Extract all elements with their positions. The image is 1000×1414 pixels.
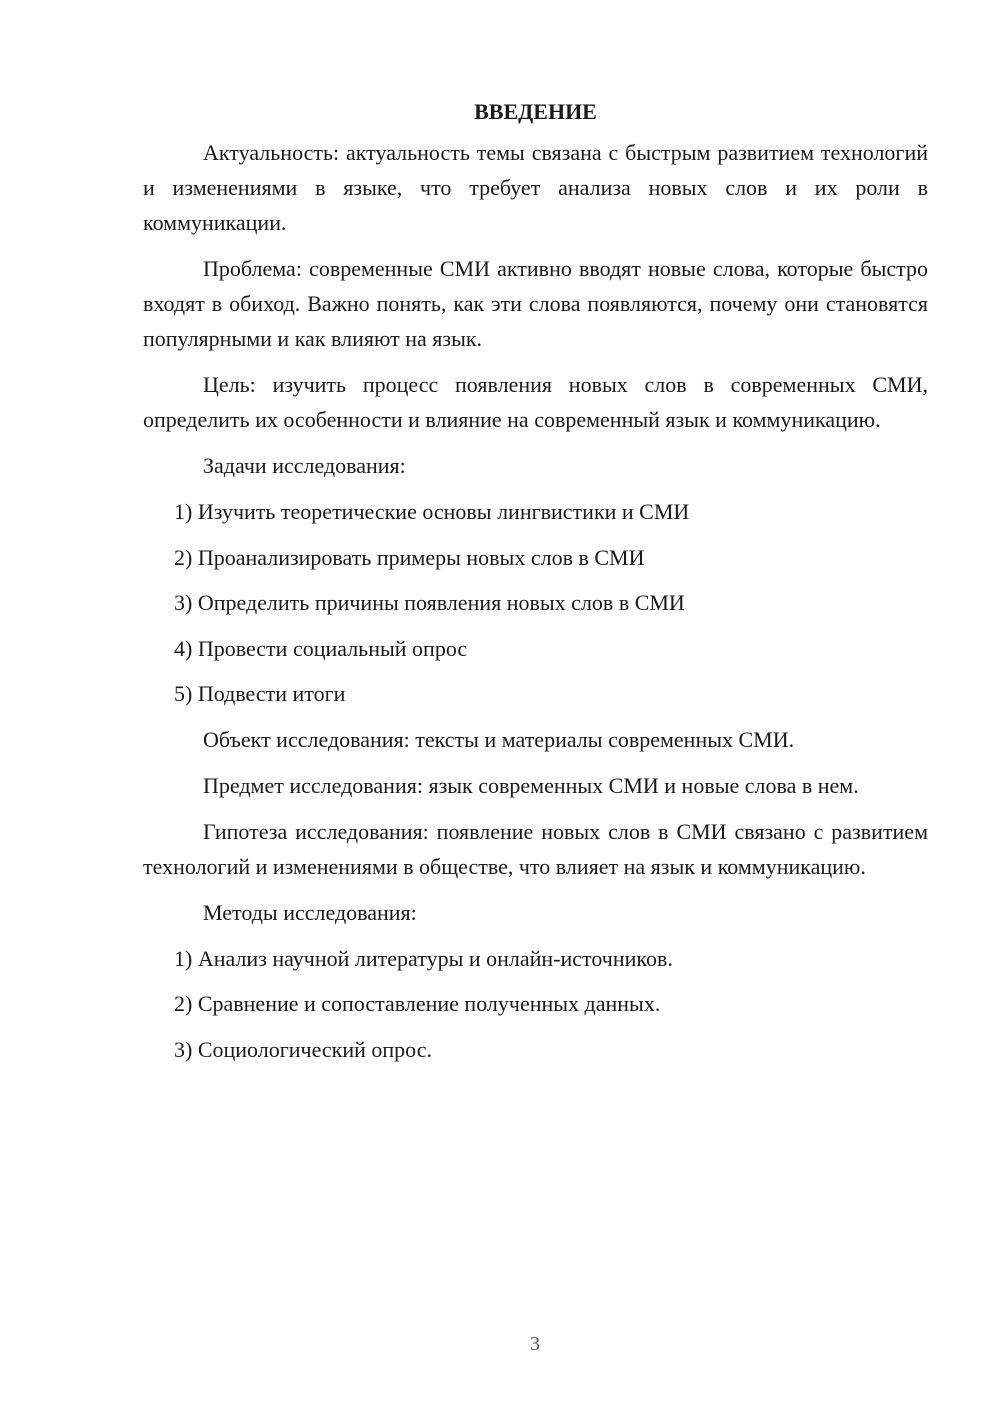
- object-paragraph: Объект исследования: тексты и материалы современных СМИ.: [203, 726, 795, 752]
- subject-paragraph: Предмет исследования: язык современных СМИ и новые слова в нем.: [203, 772, 859, 798]
- page-content: [143, 95, 928, 1077]
- list-item: 3) Социологический опрос.: [174, 1036, 432, 1062]
- methods-list: [143, 941, 928, 1067]
- goal-paragraph: Цель: изучить процесс появления новых слов в современных СМИ, определить их особенности и влияние на современный язык и коммуникацию.: [143, 372, 928, 432]
- section-title: ВВЕДЕНИЕ: [474, 99, 597, 124]
- list-item: 5) Подвести итоги: [174, 681, 346, 706]
- methods-heading: Методы исследования:: [203, 899, 417, 925]
- list-item: 4) Провести социальный опрос: [174, 635, 468, 661]
- list-item: 2) Проанализировать примеры новых слов в СМИ: [174, 544, 645, 570]
- tasks-heading: Задачи исследования:: [203, 453, 406, 478]
- list-item: 1) Изучить теоретические основы лингвистики и СМИ: [174, 499, 690, 524]
- relevance-paragraph: Актуальность: актуальность темы связана с быстрым развитием технологий и изменениями в языке, что требует анализа новых слов и их роли в коммуникации.: [143, 140, 928, 235]
- tasks-list: [143, 494, 928, 711]
- problem-paragraph: Проблема: современные СМИ активно вводят новые слова, которые быстро входят в обиход. Важно понять, как эти слова появляются, почему они становятся популярными и как влияют на язык.: [143, 256, 928, 351]
- list-item: 2) Сравнение и сопоставление полученных данных.: [174, 991, 661, 1016]
- hypothesis-paragraph: Гипотеза исследования: появление новых слов в СМИ связано с развитием технологий и изменениями в обществе, что влияет на язык и коммуникацию.: [143, 818, 928, 879]
- list-item: 1) Анализ научной литературы и онлайн-источников.: [174, 945, 673, 971]
- list-item: 3) Определить причины появления новых слов в СМИ: [174, 590, 685, 615]
- page-number: 3: [530, 1333, 540, 1355]
